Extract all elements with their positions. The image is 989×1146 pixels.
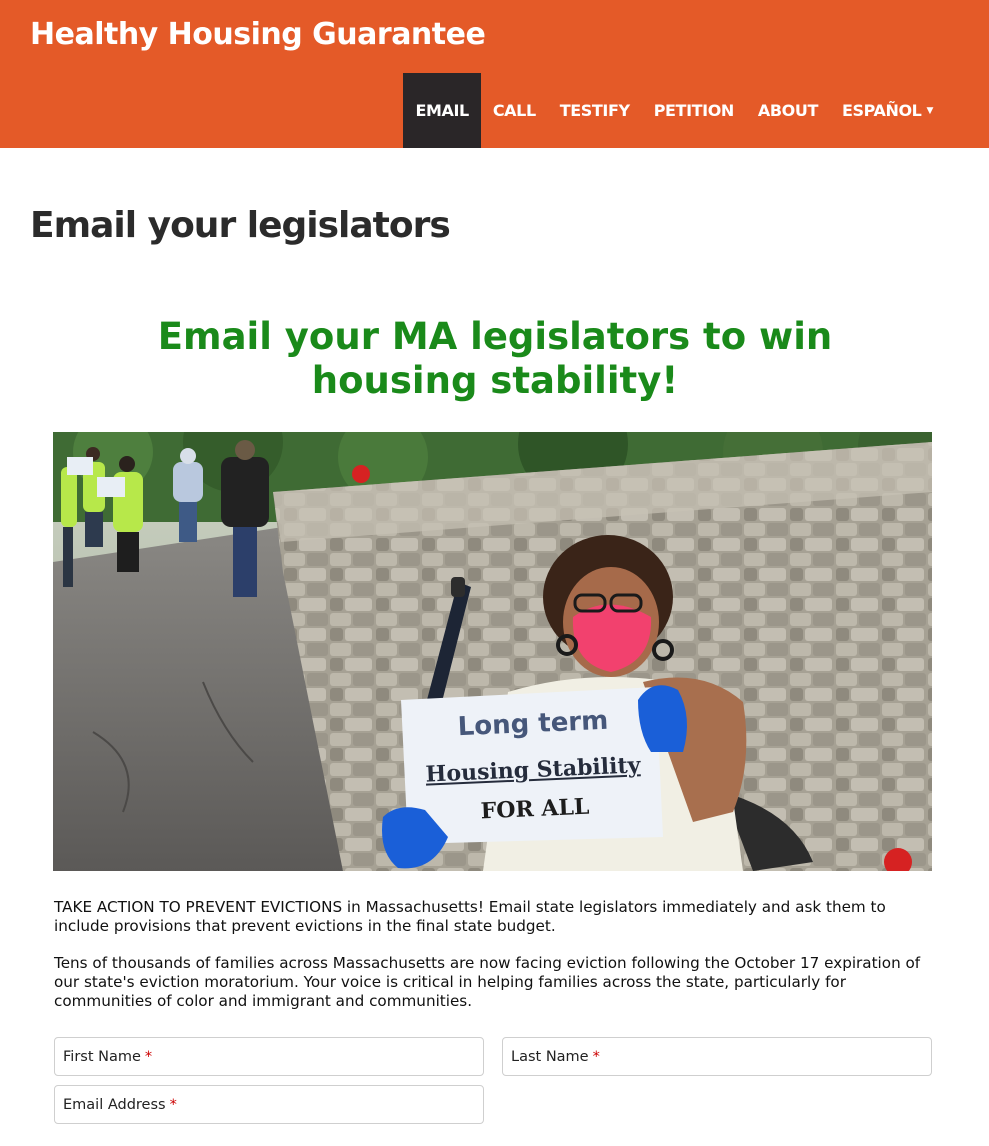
main-nav xyxy=(403,73,945,148)
last-name-label: Last Name xyxy=(511,1048,589,1065)
first-name-field[interactable] xyxy=(54,1037,484,1076)
page-title: Email your legislators xyxy=(30,205,450,246)
nav-item-call[interactable]: CALL xyxy=(492,101,536,120)
nav-item-espanol-label: ESPAÑOL xyxy=(841,101,922,120)
required-marker: * xyxy=(169,1096,177,1113)
last-name-field[interactable] xyxy=(502,1037,932,1076)
email-label: Email Address xyxy=(63,1096,166,1113)
required-marker: * xyxy=(144,1048,153,1065)
nav-item-espanol[interactable] xyxy=(830,73,945,148)
nav-item-testify[interactable]: TESTIFY xyxy=(559,101,630,120)
caret-down-icon: ▼ xyxy=(926,105,933,116)
email-field[interactable] xyxy=(54,1085,484,1124)
campaign-headline: Email your MA legislators to win housing stability! xyxy=(157,315,833,402)
site-header xyxy=(0,0,989,148)
sign-text-line2: Housing Stability xyxy=(425,752,641,788)
nav-item-petition[interactable]: PETITION xyxy=(653,101,734,120)
sign-text-line3: FOR ALL xyxy=(480,793,590,825)
hero-photo xyxy=(53,432,932,871)
site-title[interactable]: Healthy Housing Guarantee xyxy=(30,17,486,52)
required-marker: * xyxy=(592,1048,600,1065)
intro-paragraph-1: TAKE ACTION TO PREVENT EVICTIONS in Massachusetts! Email state legislators immediately and ask them to include provisions that prevent evictions in the final state budget. xyxy=(54,898,886,935)
first-name-label: First Name xyxy=(63,1048,141,1065)
sign-text-line1: Long term xyxy=(457,705,609,743)
nav-item-about[interactable]: ABOUT xyxy=(757,101,818,120)
nav-item-email[interactable]: EMAIL xyxy=(403,73,480,148)
intro-paragraph-2: Tens of thousands of families across Massachusetts are now facing eviction following the October 17 expiration of our state's eviction moratorium. Your voice is critical in helping families across the state, particularly for communities of color and immigrant and communities. xyxy=(54,954,921,1010)
